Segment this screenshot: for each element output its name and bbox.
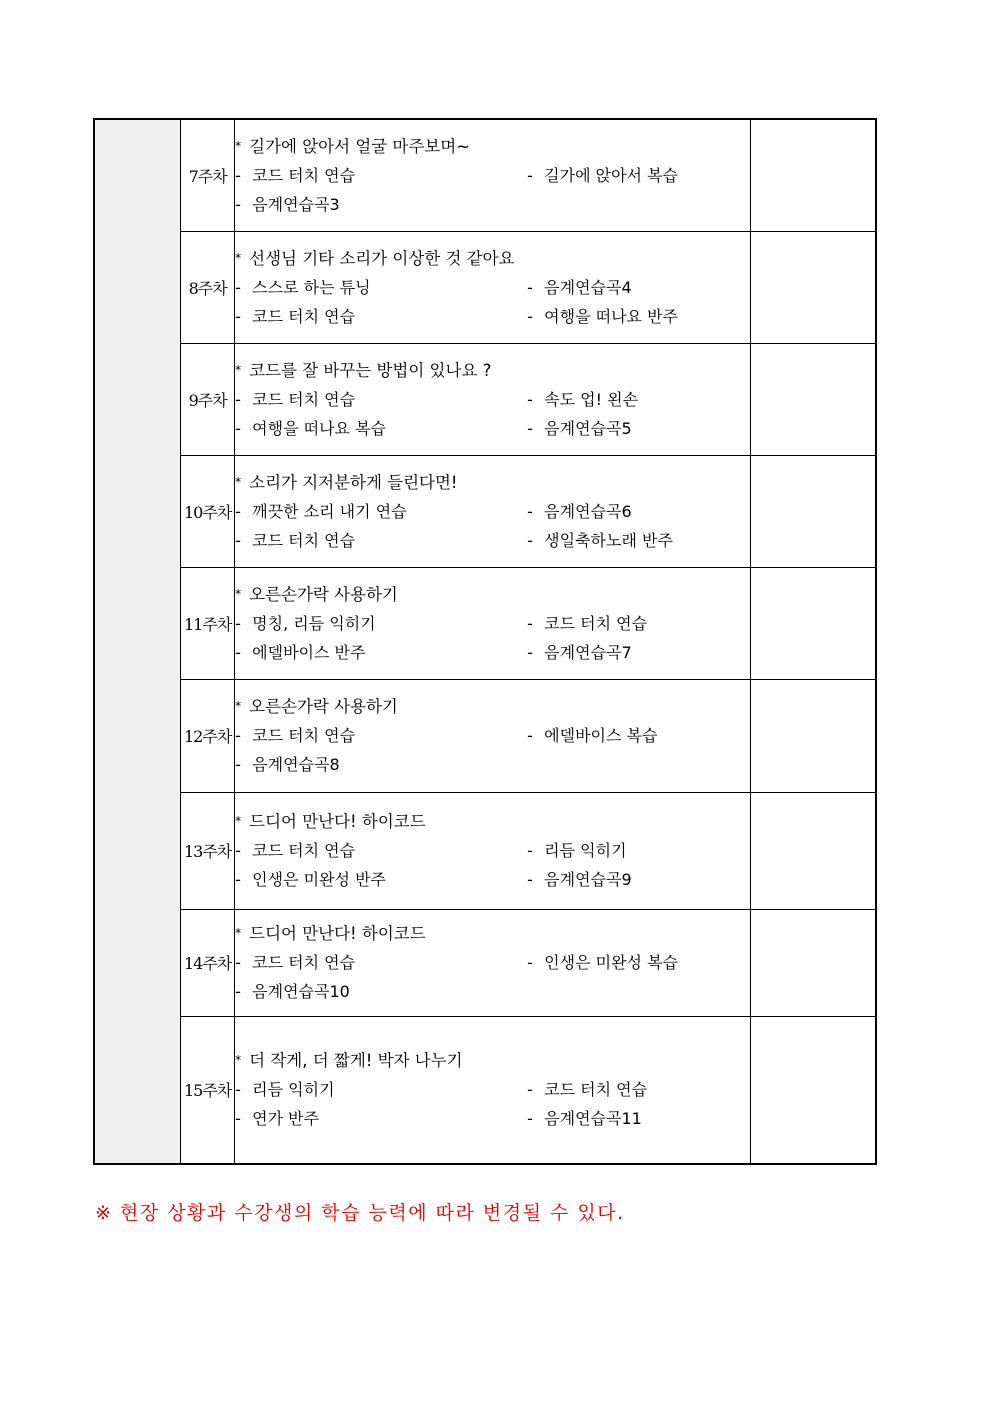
week-row [94,567,876,679]
week-row [94,455,876,567]
activity-item: 음계연습곡10 [252,982,350,1001]
week-content [235,567,751,679]
week-content [235,909,751,1016]
activity-item: 음계연습곡11 [544,1109,642,1129]
activity-line [235,302,750,331]
schedule-table [93,118,877,1165]
week-topic [235,132,750,161]
week-label: 10주차 [181,455,235,567]
activity-line [235,1104,750,1133]
dash-bullet: - [527,165,533,185]
activity-line [235,638,750,667]
remarks-cell [750,567,876,679]
activity-item: 깨끗한 소리 내기 연습 [252,501,407,521]
week-content [235,343,751,455]
remarks-cell [750,679,876,792]
activity-item: 코드 터치 연습 [252,165,356,185]
topic-text: 드디어 만난다! 하이코드 [249,812,426,831]
activity-line [235,497,750,526]
dash-bullet: - [235,501,241,521]
topic-text: 길가에 앉아서 얼굴 마주보며~ [249,136,470,156]
activity-line [235,836,750,865]
star-bullet: * [235,586,242,601]
week-label: 15주차 [181,1016,235,1164]
side-column [94,119,181,1164]
week-topic [235,244,750,273]
week-label: 8주차 [181,231,235,343]
dash-bullet: - [235,953,241,972]
activity-item: 음계연습곡4 [544,277,632,297]
activity-item: 음계연습곡3 [252,194,340,214]
dash-bullet: - [527,306,533,326]
week-topic [235,1046,750,1075]
activity-item: 코드 터치 연습 [252,953,356,972]
week-label: 7주차 [181,119,235,231]
dash-bullet: - [235,389,241,409]
activity-item: 인생은 미완성 반주 [252,870,386,889]
activity-item: 리듬 익히기 [544,841,627,860]
star-bullet: * [235,926,242,940]
topic-text: 오른손가락 사용하기 [249,584,398,604]
dash-bullet: - [235,841,241,860]
activity-line [235,865,750,894]
remarks-cell [750,909,876,1016]
dash-bullet: - [235,755,241,774]
remarks-cell [750,231,876,343]
activity-item: 연가 반주 [252,1109,320,1129]
activity-item: 코드 터치 연습 [544,613,648,633]
week-topic [235,692,750,721]
week-row [94,231,876,343]
star-bullet: * [235,814,242,828]
dash-bullet: - [527,953,533,972]
dash-bullet: - [527,1109,533,1129]
activity-line [235,1075,750,1104]
star-bullet: * [235,474,242,489]
activity-item: 생일축하노래 반주 [544,530,673,550]
dash-bullet: - [235,530,241,550]
week-row [94,909,876,1016]
week-row [94,1016,876,1164]
week-topic [235,356,750,385]
activity-item: 음계연습곡8 [252,755,340,774]
week-content [235,792,751,909]
dash-bullet: - [527,389,533,409]
star-bullet: * [235,699,242,713]
week-row [94,343,876,455]
activity-line [235,609,750,638]
star-bullet: * [235,138,242,153]
activity-line [235,526,750,555]
week-content [235,231,751,343]
topic-text: 소리가 지저분하게 들린다면! [249,472,458,492]
remarks-cell [750,455,876,567]
week-topic [235,919,750,948]
activity-line [235,721,750,750]
dash-bullet: - [527,613,533,633]
activity-item: 여행을 떠나요 반주 [544,306,678,326]
activity-line [235,750,750,779]
activity-item: 음계연습곡9 [544,870,632,889]
activity-item: 음계연습곡5 [544,418,632,438]
activity-item: 인생은 미완성 복습 [544,953,678,972]
week-content [235,455,751,567]
topic-text: 선생님 기타 소리가 이상한 것 같아요 [249,248,515,268]
week-label: 14주차 [181,909,235,1016]
activity-line [235,414,750,443]
dash-bullet: - [235,194,241,214]
star-bullet: * [235,1053,242,1068]
week-topic [235,580,750,609]
activity-item: 명칭, 리듬 익히기 [252,613,376,633]
activity-line [235,385,750,414]
star-bullet: * [235,362,242,377]
activity-item: 에델바이스 반주 [252,642,366,662]
dash-bullet: - [235,165,241,185]
activity-item: 여행을 떠나요 복습 [252,418,386,438]
dash-bullet: - [235,613,241,633]
activity-line [235,190,750,219]
dash-bullet: - [527,642,533,662]
week-content [235,1016,751,1164]
dash-bullet: - [527,530,533,550]
activity-line [235,273,750,302]
activity-line [235,948,750,977]
remarks-cell [750,119,876,231]
star-bullet: * [235,250,242,265]
activity-item: 음계연습곡7 [544,642,632,662]
week-row [94,679,876,792]
topic-text: 더 작게, 더 짧게! 박자 나누기 [249,1051,463,1071]
dash-bullet: - [235,726,241,745]
activity-item: 코드 터치 연습 [252,389,356,409]
dash-bullet: - [527,870,533,889]
dash-bullet: - [527,501,533,521]
dash-bullet: - [527,277,533,297]
week-row [94,119,876,231]
week-topic [235,807,750,836]
dash-bullet: - [235,1109,241,1129]
dash-bullet: - [235,982,241,1001]
remarks-cell [750,792,876,909]
topic-text: 드디어 만난다! 하이코드 [249,924,426,943]
notice-text: ※ 현장 상황과 수강생의 학습 능력에 따라 변경될 수 있다. [95,1202,625,1224]
activity-item: 코드 터치 연습 [252,306,356,326]
dash-bullet: - [235,1080,241,1100]
topic-text: 오른손가락 사용하기 [249,697,398,716]
dash-bullet: - [527,726,533,745]
activity-item: 코드 터치 연습 [252,530,356,550]
dash-bullet: - [527,1080,533,1100]
activity-item: 스스로 하는 튜닝 [252,277,371,297]
dash-bullet: - [235,306,241,326]
activity-item: 속도 업! 왼손 [544,389,639,409]
dash-bullet: - [527,841,533,860]
dash-bullet: - [235,870,241,889]
activity-item: 에델바이스 복습 [544,726,658,745]
activity-item: 음계연습곡6 [544,501,632,521]
dash-bullet: - [527,418,533,438]
dash-bullet: - [235,642,241,662]
week-content [235,679,751,792]
activity-item: 길가에 앉아서 복습 [544,165,678,185]
remarks-cell [750,343,876,455]
dash-bullet: - [235,277,241,297]
week-topic [235,468,750,497]
week-label: 11주차 [181,567,235,679]
dash-bullet: - [235,418,241,438]
schedule-rows [94,119,876,1164]
activity-line [235,977,750,1006]
week-label: 12주차 [181,679,235,792]
week-label: 13주차 [181,792,235,909]
activity-item: 리듬 익히기 [252,1080,335,1100]
activity-item: 코드 터치 연습 [252,841,356,860]
topic-text: 코드를 잘 바꾸는 방법이 있나요 ? [249,360,492,380]
activity-item: 코드 터치 연습 [252,726,356,745]
week-row [94,792,876,909]
activity-item: 코드 터치 연습 [544,1080,648,1100]
activity-line [235,161,750,190]
week-label: 9주차 [181,343,235,455]
week-content [235,119,751,231]
remarks-cell [750,1016,876,1164]
